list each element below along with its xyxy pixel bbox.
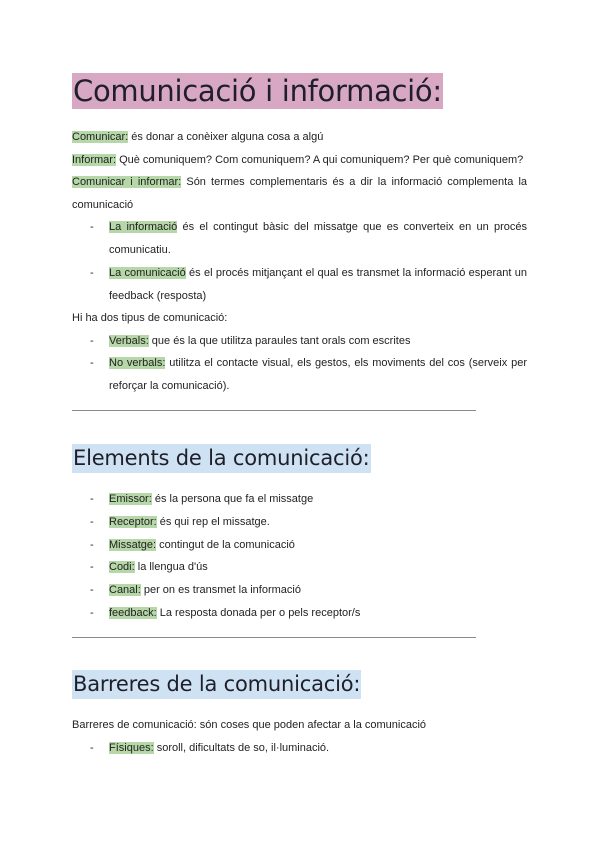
bullet-dash: - <box>90 607 94 619</box>
term: No verbals: <box>109 357 166 369</box>
definition-comunicar-i-informar: Comunicar i informar: Són termes complementaris és a dir la informació complementa la <box>72 176 528 188</box>
element-feedback: feedback: La resposta donada per o pels receptor/s <box>109 607 361 619</box>
barrier-fisiques: Físiques: soroll, dificultats de so, il·luminació. <box>109 742 330 754</box>
definition-informar: Informar: Què comuniquem? Com comuniquem? A qui comuniquem? Per què comuniquem? <box>72 154 524 166</box>
element-emissor: Emissor: és la persona que fa el missatge <box>109 493 314 505</box>
horizontal-rule <box>72 637 476 638</box>
element-codi: Codi: la llengua d'ús <box>109 561 208 573</box>
bullet-dash: - <box>90 221 94 233</box>
bullet-comunicacio: La comunicació és el procés mitjançant el qual es transmet la informació esperant un <box>109 267 527 279</box>
term: Comunicar: <box>72 131 129 143</box>
definition-continuation: comunicació <box>72 199 134 211</box>
bullet-dash: - <box>90 335 94 347</box>
term: Verbals: <box>109 335 149 347</box>
bullet-verbals: Verbals: que és la que utilitza paraules tant orals com escrites <box>109 335 411 347</box>
bullet-dash: - <box>90 539 94 551</box>
term: Missatge: <box>109 539 157 551</box>
bullet-dash: - <box>90 357 94 369</box>
term: feedback: <box>109 607 157 619</box>
bullet-dash: - <box>90 584 94 596</box>
term: La comunicació <box>109 267 186 279</box>
term: Físiques: <box>109 742 154 754</box>
bullet-informacio: La informació és el contingut bàsic del missatge que es converteix en un procés <box>109 221 527 233</box>
term: Canal: <box>109 584 141 596</box>
term: Comunicar i informar: <box>72 176 182 188</box>
term: Codi: <box>109 561 135 573</box>
page-title: Comunicació i informació: <box>73 74 442 108</box>
horizontal-rule <box>72 410 476 411</box>
bullet-continuation: comunicatiu. <box>109 244 171 256</box>
term: La informació <box>109 221 178 233</box>
bullet-dash: - <box>90 742 94 754</box>
definition-comunicar: Comunicar: és donar a conèixer alguna cosa a algú <box>72 131 324 143</box>
term: Informar: <box>72 154 117 166</box>
element-canal: Canal: per on es transmet la informació <box>109 584 301 596</box>
bullet-dash: - <box>90 267 94 279</box>
section-title-barriers: Barreres de la comunicació: <box>72 670 361 699</box>
bullet-continuation: reforçar la comunicació). <box>109 380 230 392</box>
term: Receptor: <box>109 516 157 528</box>
element-missatge: Missatge: contingut de la comunicació <box>109 539 295 551</box>
bullet-dash: - <box>90 561 94 573</box>
element-receptor: Receptor: és qui rep el missatge. <box>109 516 270 528</box>
bullet-continuation: feedback (resposta) <box>109 290 207 302</box>
types-intro: Hi ha dos tipus de comunicació: <box>72 312 228 324</box>
bullet-dash: - <box>90 516 94 528</box>
section-title-elements: Elements de la comunicació: <box>72 444 371 473</box>
term: Emissor: <box>109 493 152 505</box>
bullet-no-verbals: No verbals: utilitza el contacte visual, els gestos, els moviments del cos (serveix per <box>109 357 527 369</box>
barriers-intro: Barreres de comunicació: són coses que poden afectar a la comunicació <box>72 719 427 731</box>
bullet-dash: - <box>90 493 94 505</box>
